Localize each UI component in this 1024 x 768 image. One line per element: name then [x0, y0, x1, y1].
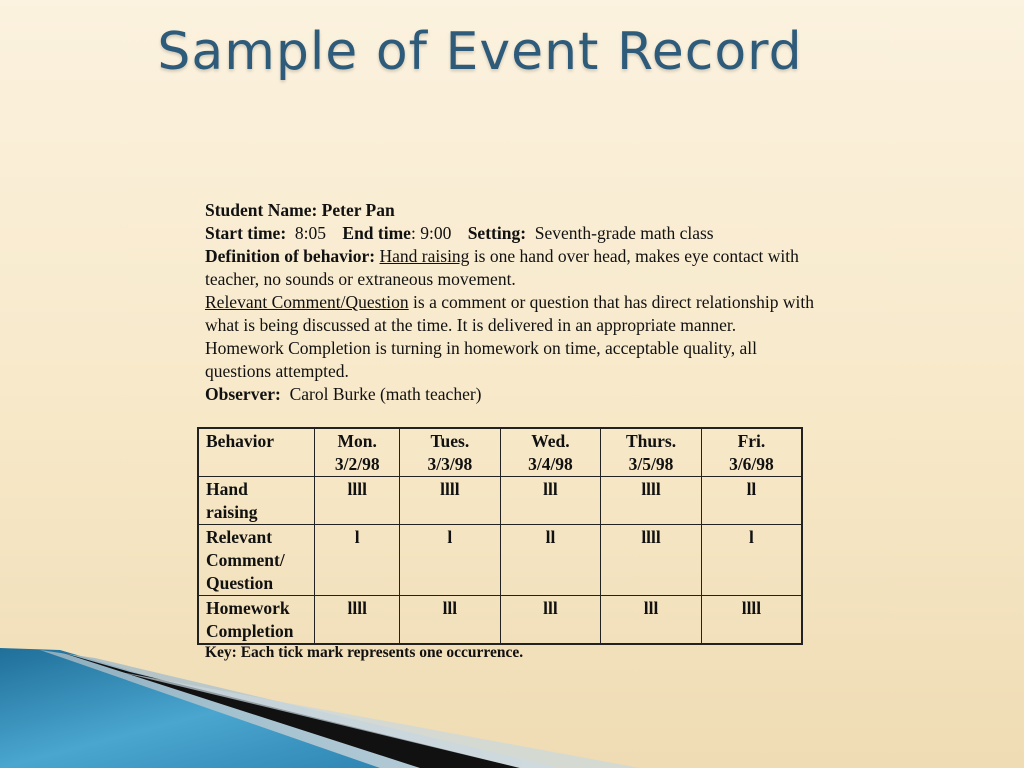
table-row: [198, 477, 802, 525]
table-header-row: [198, 428, 802, 477]
setting-label: Setting:: [467, 223, 527, 243]
observer-line: [205, 383, 815, 406]
tally-cell: lll: [400, 596, 501, 645]
behavior-cell: Hand raising: [198, 477, 315, 525]
header-day: Mon. 3/2/98: [315, 428, 400, 477]
header-day: Fri. 3/6/98: [701, 428, 802, 477]
definition-hand-raising: Definition of behavior: Hand raising is one hand over head, makes eye contact with teacher, no sounds or extraneous movement.: [205, 246, 799, 289]
tally-cell: ll: [701, 477, 802, 525]
tally-cell: llll: [315, 477, 400, 525]
tally-cell: l: [400, 525, 501, 596]
event-record-table: [197, 427, 803, 645]
tally-cell: lll: [601, 596, 702, 645]
start-time-value: 8:05: [294, 223, 327, 243]
tally-cell: llll: [601, 477, 702, 525]
tally-cell: l: [701, 525, 802, 596]
record-header: [205, 199, 815, 406]
observer-label: Observer:: [205, 384, 281, 404]
slide-title: Sample of Event Record: [157, 22, 803, 82]
student-name: Student Name: Peter Pan: [205, 200, 395, 220]
table-row: [198, 525, 802, 596]
behavior-cell: Homework Completion: [198, 596, 315, 645]
hand-raising-term: Hand raising: [379, 246, 470, 266]
end-time-label: End time: [342, 223, 411, 243]
header-day: Thurs. 3/5/98: [601, 428, 702, 477]
definition-homework: Homework Completion is turning in homework on time, acceptable quality, all questions attempted.: [205, 338, 757, 381]
definition-relevant-comment: Relevant Comment/Question is a comment or question that has direct relationship with what is being discussed at the time. It is delivered in an appropriate manner.: [205, 292, 814, 335]
time-setting-line: [205, 222, 815, 245]
tally-cell: lll: [500, 596, 601, 645]
header-day: Tues. 3/3/98: [400, 428, 501, 477]
table-key: Key: Each tick mark represents one occurrence.: [205, 644, 524, 661]
tally-cell: llll: [400, 477, 501, 525]
table-row: [198, 596, 802, 645]
relevant-comment-term: Relevant Comment/Question: [205, 292, 409, 312]
tally-cell: llll: [701, 596, 802, 645]
behavior-cell: Relevant Comment/ Question: [198, 525, 315, 596]
header-behavior: Behavior: [198, 428, 315, 477]
tally-cell: lll: [500, 477, 601, 525]
tally-cell: l: [315, 525, 400, 596]
tally-cell: ll: [500, 525, 601, 596]
tally-cell: llll: [315, 596, 400, 645]
observer-value: Carol Burke (math teacher): [289, 384, 482, 404]
start-time-label: Start time:: [205, 223, 287, 243]
end-time-value: : 9:00: [410, 223, 452, 243]
header-day: Wed. 3/4/98: [500, 428, 601, 477]
tally-cell: llll: [601, 525, 702, 596]
setting-value: Seventh-grade math class: [534, 223, 714, 243]
